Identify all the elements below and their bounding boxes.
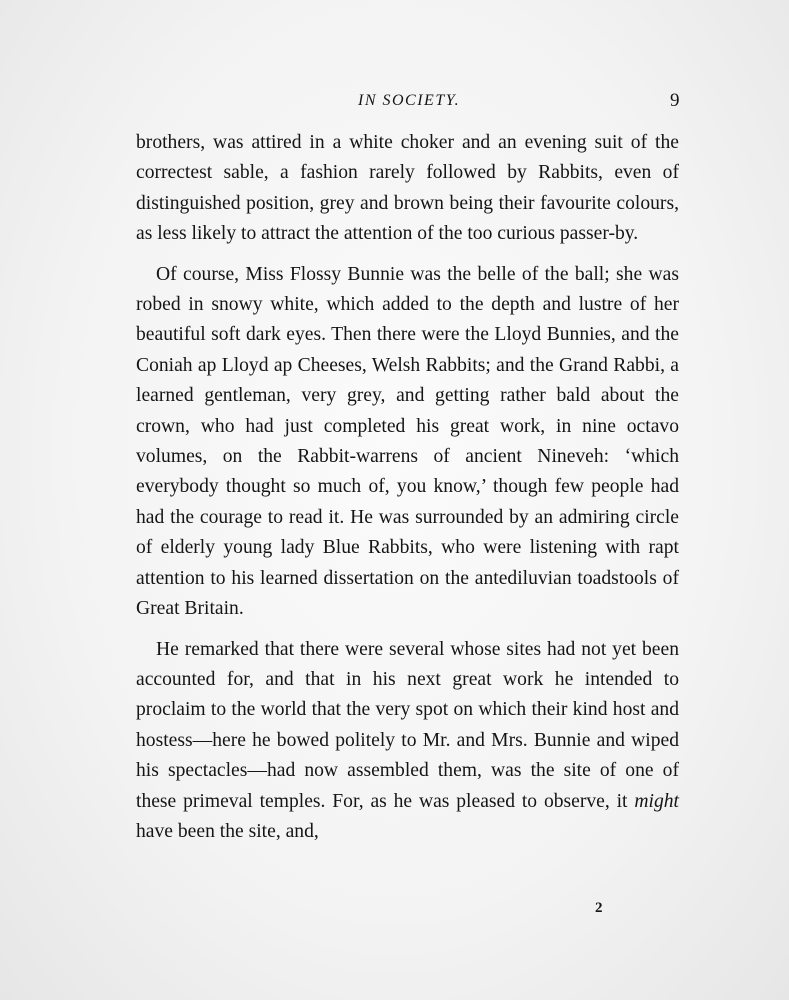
paragraph-3 (136, 635, 679, 848)
paragraph-3-text-end: have been the site, and, (136, 820, 319, 842)
running-title: IN SOCIETY. (358, 92, 461, 109)
paragraph-2 (136, 260, 679, 625)
paragraph-2-text: Of course, Miss Flossy Bunnie was the belle of the ball; she was robed in snowy white, which added to the depth and lustre of her beautiful soft dark eyes. Then there were the Lloyd Bunnies, and the Coniah ap Lloyd ap Cheeses, Welsh Rabbits; and the Grand Rabbi, a learned gentleman, very grey, and getting rather bald about the crown, who had just completed his great work, in nine octavo volumes, on the Rabbit-warrens of ancient Nineveh: ‘which everybody thought so much of, you know,’ though few people had had the courage to read it. He was surrounded by an admiring circle of elderly young lady Blue Rabbits, who were listening with rapt attention to his learned dissertation on the antediluvian toadstools of Great Britain. (136, 263, 679, 620)
paragraph-1 (136, 128, 679, 250)
paragraph-1-text: brothers, was attired in a white choker and an evening suit of the correctest sable, a fashion rarely followed by Rabbits, even of distinguished position, grey and brown being their favourite colours, as less likely to attract the attention of the too curious passer-by. (136, 132, 679, 245)
paragraph-3-emphasis: might (634, 790, 679, 812)
running-head (0, 92, 789, 116)
body-text (136, 128, 679, 857)
page-number: 9 (670, 90, 680, 111)
signature-mark: 2 (595, 900, 603, 916)
paragraph-3-text: He remarked that there were several whose sites had not yet been accounted for, and that in his next great work he intended to proclaim to the world that the very spot on which their kind host and hostess—here he bowed politely to Mr. and Mrs. Bunnie and wiped his spectacles—had now assembled them, was the site of one of these primeval temples. For, as he was pleased to observe, it (136, 638, 679, 812)
